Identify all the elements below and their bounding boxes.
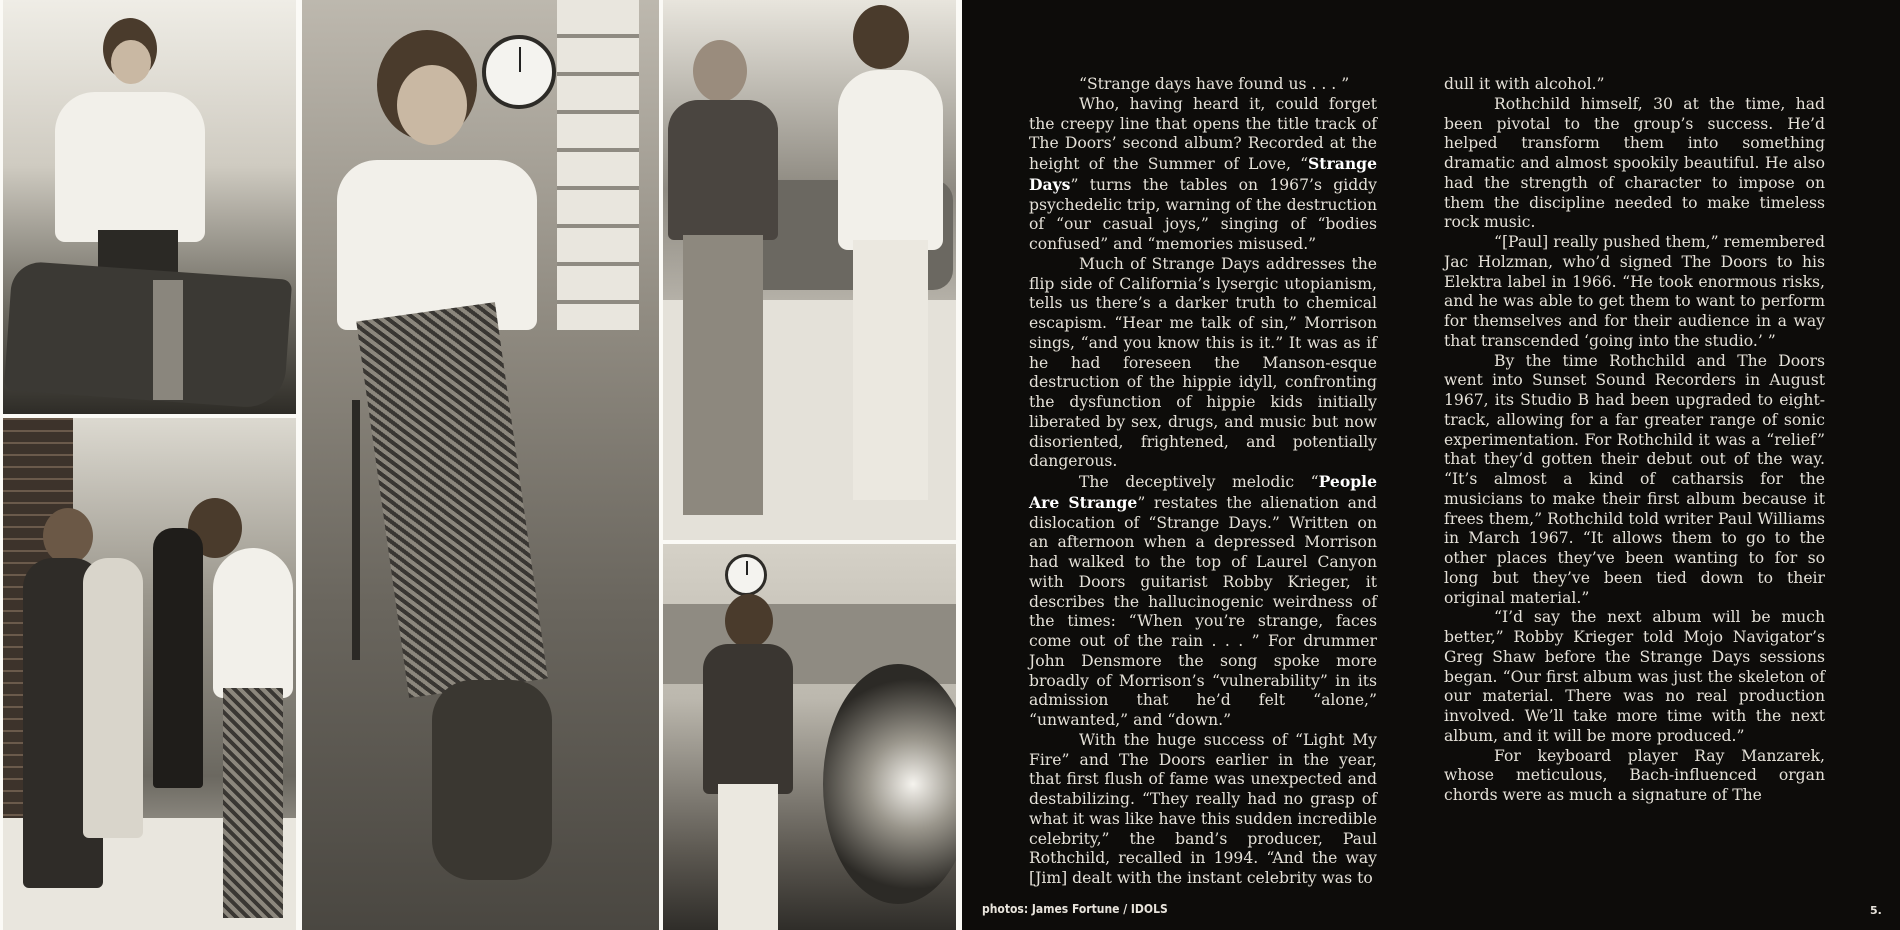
song-title: Strange Days [1029, 154, 1377, 194]
microphone-closeup [823, 664, 956, 904]
article-column-2 [1444, 75, 1825, 806]
figure-light [83, 558, 143, 838]
figure-pants [356, 302, 548, 698]
paragraph: For keyboard player Ray Manzarek, whose meticulous, Bach-influenced organ chords were as much a signature of The [1444, 746, 1825, 804]
stool-leg [352, 400, 360, 660]
figure-shirt [337, 160, 537, 330]
equipment-panel [557, 0, 639, 330]
figure-pants [718, 784, 778, 930]
paragraph: dull it with alcohol.” [1444, 75, 1605, 93]
wall-clock [482, 35, 556, 109]
figure-shirt [838, 70, 943, 250]
paragraph: “[Paul] really pushed them,” remembered Jac Holzman, who’d signed The Doors to his Elektra label in 1966. “He took enormous risks, and he was able to get them to want to perform for themselves and for their audience in a way that transcended ‘going into the studio.’ ” [1444, 233, 1825, 350]
paragraph: “Strange days have found us . . . ” [1079, 75, 1350, 93]
figure-sweater [703, 644, 793, 794]
photo-group-talking [3, 418, 296, 930]
paragraph: “I’d say the next album will be much better,” Robby Krieger told Mojo Navigator’s Greg Shaw before the Strange Days sessions began. “Our first album was just the skeleton of our material. There was no real production involved. We’ll take more time with the next album, and it will be more produced.” [1444, 608, 1825, 745]
figure-shirt-patterned [668, 100, 778, 240]
figure-head [43, 508, 93, 564]
figure-shirt [213, 548, 293, 698]
figure-shoe [432, 680, 552, 880]
figure-head [693, 40, 747, 102]
wall-clock [725, 554, 767, 596]
figure-pants [223, 688, 283, 918]
figure-head [853, 5, 909, 69]
guitar-neck [153, 280, 183, 400]
paragraph: By the time Rothchild and The Doors went into Sunset Sound Recorders in August 1967, its Studio B had been upgraded to eight-track, allowing for a far greater range of sonic experimentation. For Rothchild it was a “relief” that they’d gotten their debut out of the way. “It’s almost a kind of catharsis for the musicians to make their first album because it frees them,” Rothchild told writer Paul Williams in March 1967. “It allows them to go to the other places they’ve been wanting to for so long but they’ve been tied down to their original material.” [1444, 351, 1825, 607]
paragraph: Who, having heard it, could forget the creepy line that opens the title track of The Doors’ second album? Recorded at the height of the Summer of Love, “Strange Days” turns the tables on 1967’s giddy psychedelic trip, warning of the destruction of “our casual joys,” singing of “bodies confused” and “memories misused.” [1029, 94, 1377, 253]
figure-shirt [55, 92, 205, 242]
photo-credit: photos: James Fortune / IDOLS [982, 902, 1168, 916]
paragraph: The deceptively melodic “People Are Strange” restates the alienation and dislocation of “Strange Days.” Written on an afternoon when a depressed Morrison had walked to the top of Laurel Canyon with Doors guitarist Robby Krieger, it describes the hallucinogenic weirdness of the times: “When you’re strange, faces come out of the rain . . . ” For drummer John Densmore the song spoke more broadly of Morrison’s “vulnerability” in its admission that he’d felt “alone,” “unwanted,” and “down.” [1029, 472, 1377, 729]
photo-studio-man-guitar [3, 0, 296, 414]
figure-head [725, 594, 773, 648]
photo-two-men-by-car [663, 0, 956, 540]
article-column-1 [1029, 75, 1377, 889]
paragraph: Much of Strange Days addresses the flip side of California’s lysergic utopianism, tells us there’s a darker truth to chemical escapism. “Hear me talk of sin,” Morrison sings, “and you know this is it.” It was as if he had foreseen the Manson-esque destruction of the hippie idyll, confronting the dysfunction of hippie kids initially liberated by sex, drugs, and music but now disoriented, frightened, and potentially dangerous. [1029, 254, 1377, 471]
paragraph: With the huge success of “Light My Fire” and The Doors earlier in the year, that first flush of fame was unexpected and destabilizing. “They really had no grasp of what it was like have this sudden incredible celebrity,” the band’s producer, Paul Rothchild, recalled in 1994. “And the way [Jim] dealt with the instant celebrity was to [1029, 730, 1377, 887]
guitar-body [4, 260, 292, 409]
figure-face [111, 40, 151, 84]
figure-face [397, 65, 467, 145]
photo-man-on-stool [302, 0, 659, 930]
photo-control-room [663, 544, 956, 930]
figure-pants [853, 240, 928, 500]
figure-pants [683, 235, 763, 515]
page-number: 5. [1870, 904, 1882, 917]
song-title: People Are Strange [1029, 472, 1377, 512]
paragraph: Rothchild himself, 30 at the time, had been pivotal to the group’s success. He’d helped transform them into something dramatic and almost spookily beautiful. He also had the strength of character to impose on them the discipline needed to make timeless rock music. [1444, 94, 1825, 232]
figure-back [153, 528, 203, 788]
